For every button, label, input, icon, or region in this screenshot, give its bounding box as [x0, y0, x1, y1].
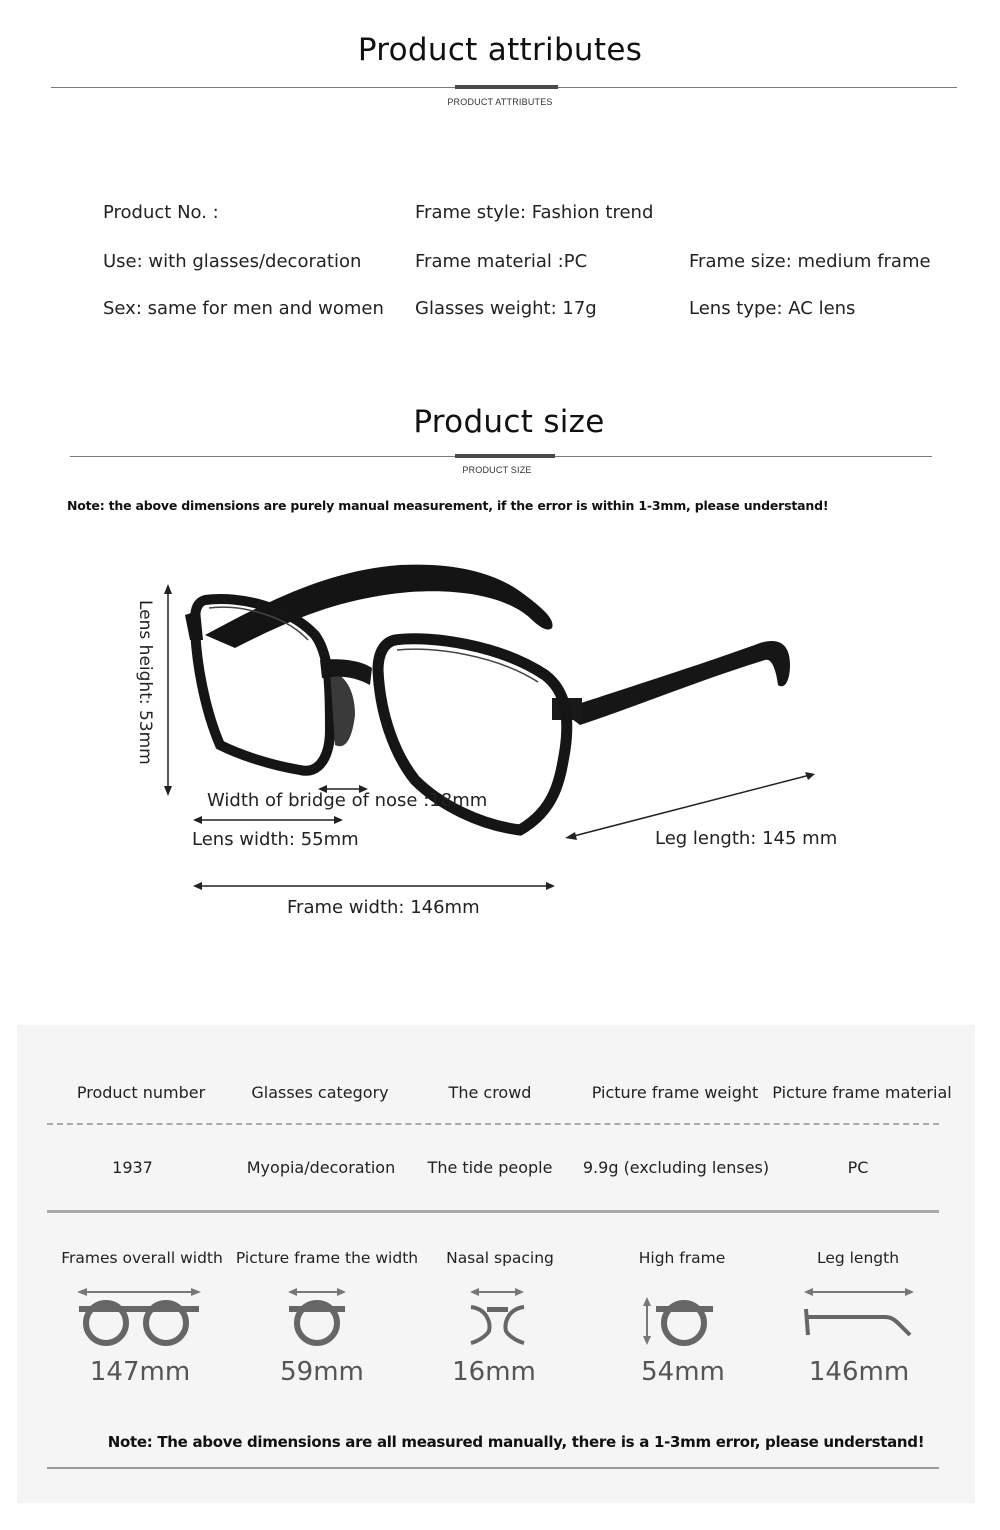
lens-width-label: Lens width: 55mm — [192, 829, 359, 850]
attr-glasses-weight: Glasses weight: 17g — [415, 298, 597, 319]
full-glasses-width-icon — [75, 1283, 205, 1348]
lens-height-label: Lens height: 53mm — [135, 600, 155, 765]
table-value-crowd: The tide people — [427, 1158, 553, 1177]
table-header-glasses-category: Glasses category — [251, 1083, 389, 1102]
attr-frame-size: Frame size: medium frame — [689, 251, 931, 272]
attr-frame-style: Frame style: Fashion trend — [415, 202, 654, 223]
lens-width-icon — [285, 1283, 350, 1348]
table-header-product-number: Product number — [76, 1083, 206, 1102]
dim-label-high-frame: High frame — [638, 1249, 726, 1267]
attributes-divider-accent — [455, 85, 558, 89]
dim-label-overall-width: Frames overall width — [61, 1249, 223, 1267]
dim-value-leg-length: 146mm — [808, 1357, 910, 1387]
dimensions-note: Note: The above dimensions are all measured manually, there is a 1-3mm error, please understand! — [107, 1433, 925, 1451]
table-dashed-divider — [47, 1123, 939, 1125]
attr-lens-type: Lens type: AC lens — [689, 298, 856, 319]
dim-value-nasal-spacing: 16mm — [452, 1357, 536, 1387]
table-value-frame-material: PC — [847, 1158, 869, 1177]
size-divider-accent — [455, 454, 555, 458]
attr-sex: Sex: same for men and women — [103, 298, 384, 319]
dim-label-frame-width: Picture frame the width — [235, 1249, 419, 1267]
dim-value-high-frame: 54mm — [641, 1357, 725, 1387]
table-value-product-number: 1937 — [112, 1158, 153, 1177]
temple-length-icon — [800, 1283, 918, 1348]
table-header-frame-weight: Picture frame weight — [591, 1083, 759, 1102]
size-note: Note: the above dimensions are purely manual measurement, if the error is within 1-3mm, please understand! — [67, 498, 829, 513]
leg-length-label: Leg length: 145 mm — [655, 828, 838, 849]
dim-value-overall-width: 147mm — [89, 1357, 191, 1387]
table-solid-divider — [47, 1210, 939, 1213]
dim-value-frame-width: 59mm — [280, 1357, 364, 1387]
frame-height-icon — [640, 1283, 720, 1348]
bridge-width-label: Width of bridge of nose :18mm — [207, 790, 488, 811]
frame-width-label: Frame width: 146mm — [287, 897, 480, 918]
size-subtitle: PRODUCT SIZE — [462, 465, 532, 475]
attributes-subtitle: PRODUCT ATTRIBUTES — [447, 97, 553, 107]
dim-label-leg-length: Leg length — [816, 1249, 900, 1267]
bottom-divider — [47, 1467, 939, 1469]
table-header-crowd: The crowd — [448, 1083, 532, 1102]
nose-bridge-icon — [465, 1283, 530, 1348]
table-value-glasses-category: Myopia/decoration — [246, 1158, 396, 1177]
attributes-title: Product attributes — [357, 32, 643, 68]
size-title: Product size — [413, 404, 605, 440]
table-value-frame-weight: 9.9g (excluding lenses) — [582, 1158, 770, 1177]
attr-frame-material: Frame material :PC — [415, 251, 588, 272]
attr-product-no: Product No. : — [103, 202, 219, 223]
table-header-frame-material: Picture frame material — [772, 1083, 952, 1102]
dim-label-nasal-spacing: Nasal spacing — [446, 1249, 554, 1267]
attr-use: Use: with glasses/decoration — [103, 251, 362, 272]
